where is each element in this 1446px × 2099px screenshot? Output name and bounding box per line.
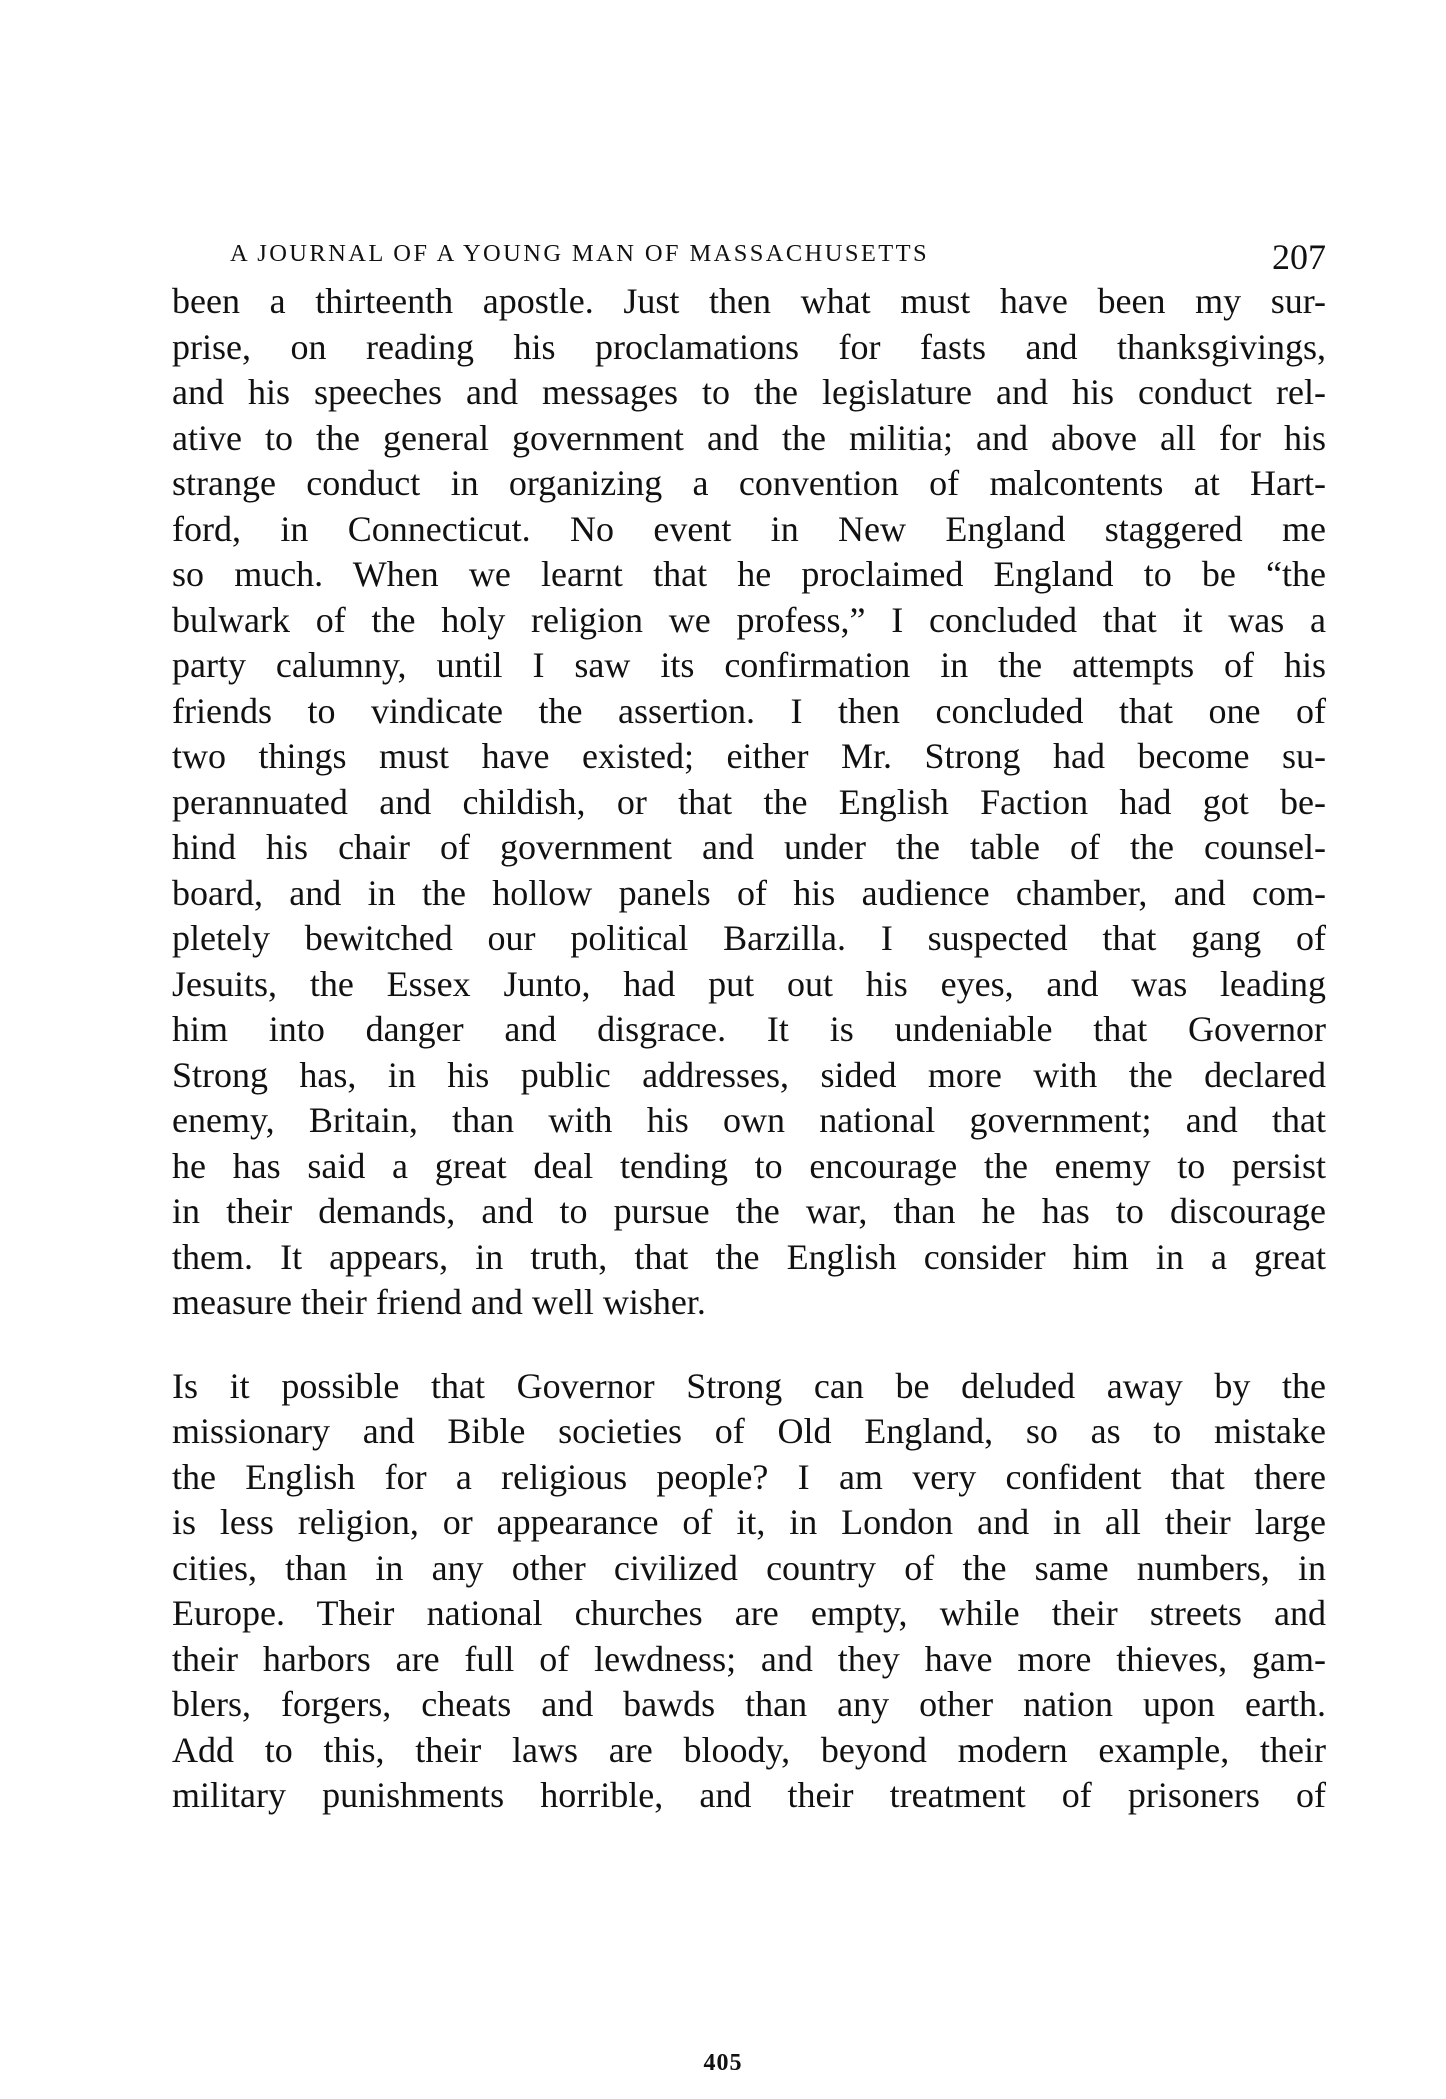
text-line: friends to vindicate the assertion. I then concluded that one of	[172, 690, 1326, 731]
text-line: two things must have existed; either Mr. Strong had become su-	[172, 736, 1326, 776]
text-line: pletely bewitched our political Barzilla. I suspected that gang of	[172, 918, 1326, 958]
text-line: the English for a religious people? I am very confident that there	[172, 1456, 1326, 1497]
running-title: A JOURNAL OF A YOUNG MAN OF MASSACHUSETTS	[230, 240, 929, 267]
text-line: him into danger and disgrace. It is undeniable that Governor	[172, 1009, 1326, 1049]
text-line: Is it possible that Governor Strong can be deluded away by the	[172, 1365, 1326, 1406]
folio-number: 405	[703, 2050, 743, 2076]
text-line: missionary and Bible societies of Old England, so as to mistake	[172, 1411, 1326, 1451]
text-line: them. It appears, in truth, that the English consider him in a great	[172, 1236, 1326, 1277]
text-line: perannuated and childish, or that the English Faction had got be-	[172, 781, 1326, 822]
text-line: in their demands, and to pursue the war, than he has to discourage	[172, 1191, 1326, 1231]
paragraph-spacer	[172, 1326, 1326, 1364]
paragraph-2	[172, 1364, 1326, 1819]
text-line: Add to this, their laws are bloody, beyond modern example, their	[172, 1729, 1326, 1770]
text-line: prise, on reading his proclamations for fasts and thanksgivings,	[172, 326, 1326, 367]
text-line: is less religion, or appearance of it, in London and in all their large	[172, 1502, 1326, 1542]
text-line: been a thirteenth apostle. Just then what must have been my sur-	[172, 281, 1326, 321]
running-head	[230, 236, 1326, 276]
paragraph-1	[172, 279, 1326, 1326]
text-line: Europe. Their national churches are empty, while their streets and	[172, 1593, 1326, 1633]
page-number: 207	[1272, 237, 1326, 277]
text-line: so much. When we learnt that he proclaimed England to be “the	[172, 554, 1326, 594]
text-line: military punishments horrible, and their treatment of prisoners of	[172, 1775, 1326, 1815]
text-line: Strong has, in his public addresses, sided more with the declared	[172, 1054, 1326, 1095]
text-line: Jesuits, the Essex Junto, had put out his eyes, and was leading	[172, 963, 1326, 1004]
text-line: blers, forgers, cheats and bawds than any other nation upon earth.	[172, 1684, 1326, 1724]
text-line: bulwark of the holy religion we profess,” I concluded that it was a	[172, 599, 1326, 640]
text-line: strange conduct in organizing a convention of malcontents at Hart-	[172, 463, 1326, 503]
body-text	[172, 279, 1326, 1819]
text-line: ative to the general government and the militia; and above all for his	[172, 417, 1326, 458]
text-line: ford, in Connecticut. No event in New England staggered me	[172, 508, 1326, 549]
text-line: cities, than in any other civilized country of the same numbers, in	[172, 1547, 1326, 1588]
text-line: party calumny, until I saw its confirmation in the attempts of his	[172, 645, 1326, 685]
text-line: hind his chair of government and under the table of the counsel-	[172, 827, 1326, 867]
text-line: and his speeches and messages to the legislature and his conduct rel-	[172, 372, 1326, 412]
text-line: board, and in the hollow panels of his audience chamber, and com-	[172, 872, 1326, 913]
text-line: he has said a great deal tending to encourage the enemy to persist	[172, 1145, 1326, 1186]
text-line: measure their friend and well wisher.	[172, 1282, 706, 1322]
text-line: their harbors are full of lewdness; and they have more thieves, gam-	[172, 1638, 1326, 1679]
text-line: enemy, Britain, than with his own national government; and that	[172, 1100, 1326, 1140]
